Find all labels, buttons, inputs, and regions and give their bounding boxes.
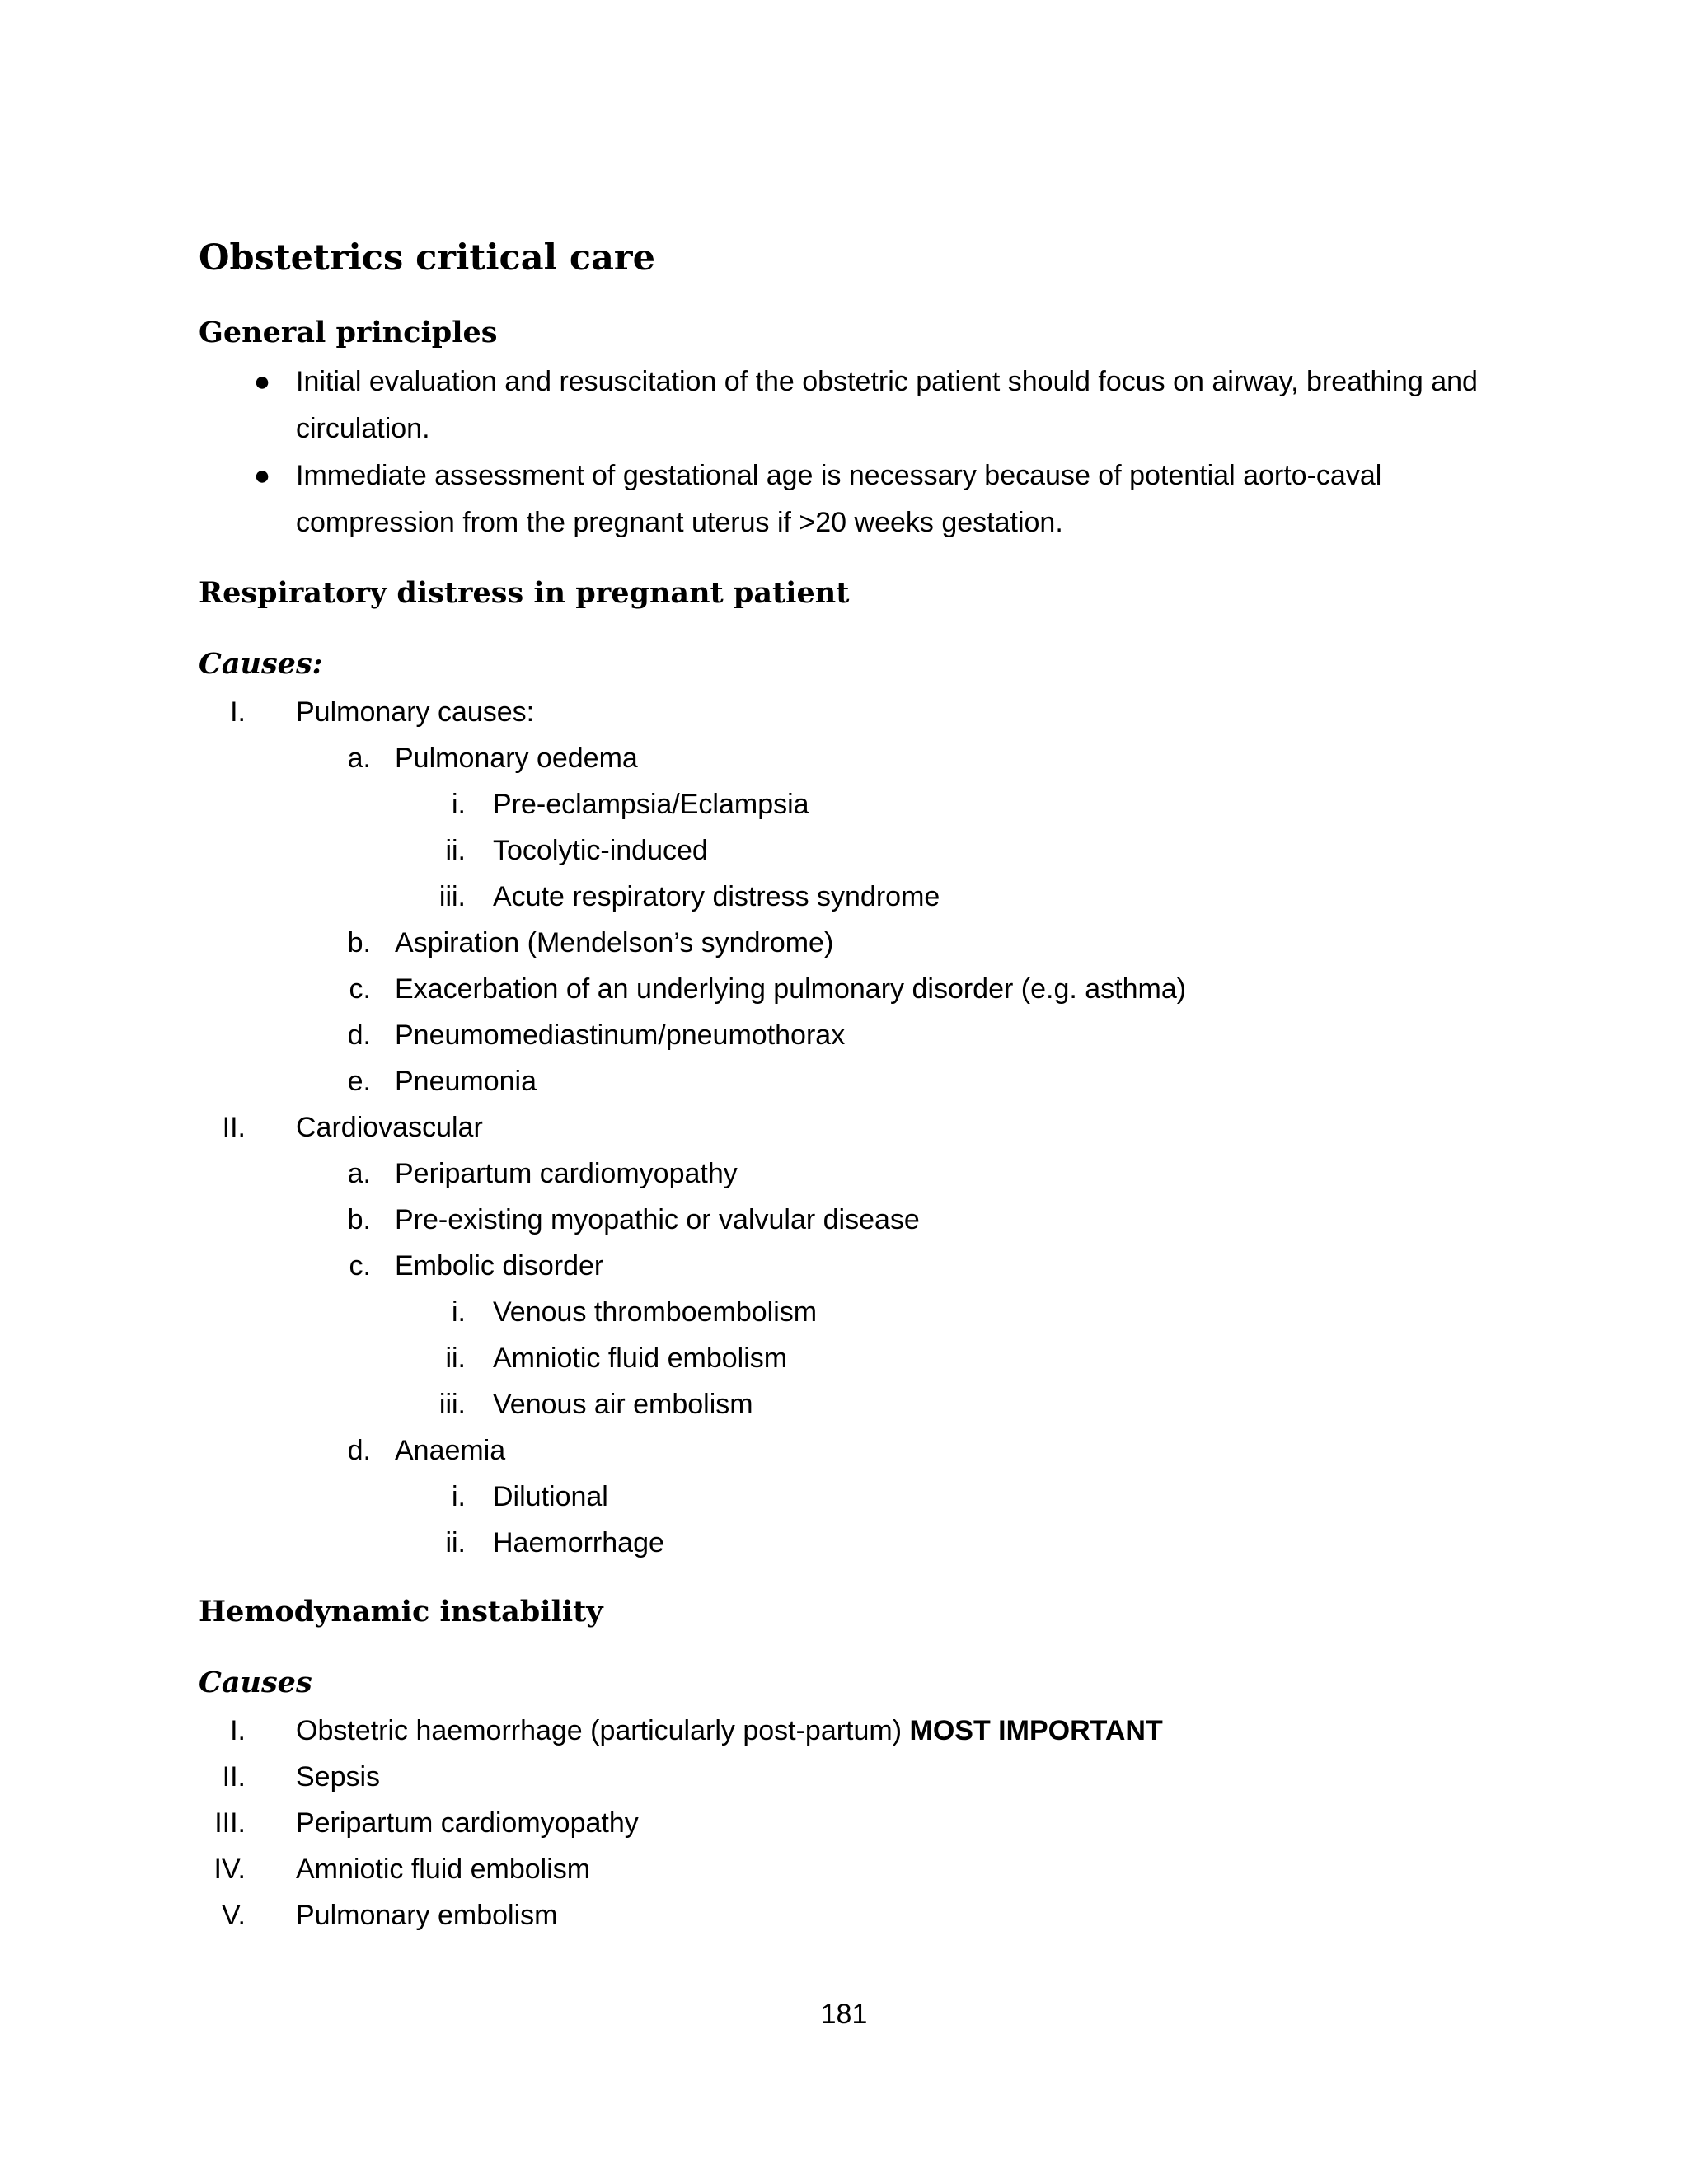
list-marker: c. [349, 1250, 371, 1282]
list-marker: d. [347, 1435, 371, 1466]
list-item-text: Peripartum cardiomyopathy [395, 1158, 738, 1189]
list-item [199, 359, 1517, 452]
list-marker: iii. [438, 881, 466, 912]
list-item-text: Amniotic fluid embolism [493, 1343, 788, 1374]
list-item [199, 452, 1517, 546]
list-marker: c. [349, 973, 371, 1005]
respiratory-causes-label: Causes: [199, 647, 323, 681]
list-marker: b. [347, 927, 371, 958]
hemodynamic-causes-label: Causes [199, 1666, 312, 1699]
list-item-text: Haemorrhage [493, 1527, 664, 1558]
list-item-text: Peripartum cardiomyopathy [296, 1807, 639, 1839]
list-item-text: Obstetric haemorrhage (particularly post-partum) [296, 1715, 903, 1746]
list-marker: a. [347, 743, 371, 774]
list-item-text: Anaemia [395, 1435, 506, 1466]
list-item-text: Venous air embolism [493, 1389, 753, 1420]
emphasis-text: MOST IMPORTANT [909, 1715, 1163, 1746]
list-marker: i. [452, 1481, 466, 1512]
list-marker: a. [347, 1158, 371, 1189]
list-item-text: Embolic disorder [395, 1250, 604, 1282]
list-item-text: Pulmonary embolism [296, 1900, 558, 1931]
list-item-text: Pulmonary oedema [395, 743, 638, 774]
list-marker: e. [347, 1066, 371, 1097]
list-item-text-group [296, 1708, 1163, 1754]
list-item-text: Acute respiratory distress syndrome [493, 881, 940, 912]
general-principles-list [199, 359, 1517, 546]
page-title: Obstetrics critical care [199, 237, 655, 279]
list-item-text: Amniotic fluid embolism [296, 1854, 591, 1885]
list-marker: ii. [445, 1343, 466, 1374]
hemodynamic-instability-heading: Hemodynamic instability [199, 1595, 603, 1629]
list-marker: V. [221, 1900, 246, 1931]
list-item-text: Pneumomediastinum/pneumothorax [395, 1019, 846, 1051]
list-item-text: Exacerbation of an underlying pulmonary disorder (e.g. asthma) [395, 973, 1187, 1005]
list-marker: I. [230, 1715, 246, 1746]
list-marker: ii. [445, 1527, 466, 1558]
bullet-text: Initial evaluation and resuscitation of the obstetric patient should focus on airway, breathing and circulation. [296, 366, 1478, 444]
list-item-text: Cardiovascular [296, 1112, 483, 1143]
list-item-text: Venous thromboembolism [493, 1296, 818, 1328]
list-item-text: Sepsis [296, 1761, 381, 1793]
bullet-text: Immediate assessment of gestational age is necessary because of potential aorto-caval compression from the pregnant uterus if >20 weeks gestation. [296, 460, 1382, 538]
page-number: 181 [820, 1999, 868, 2030]
list-item-text: Dilutional [493, 1481, 608, 1512]
respiratory-distress-heading: Respiratory distress in pregnant patient [199, 576, 850, 610]
list-marker: d. [347, 1019, 371, 1051]
general-principles-heading: General principles [199, 316, 498, 349]
list-marker: II. [222, 1112, 246, 1143]
list-marker: II. [222, 1761, 246, 1793]
list-marker: i. [452, 1296, 466, 1328]
list-item-text: Pneumonia [395, 1066, 537, 1097]
bullet-icon: ● [253, 366, 271, 397]
list-item-text: Pre-eclampsia/Eclampsia [493, 789, 809, 820]
list-marker: III. [214, 1807, 246, 1839]
bullet-icon: ● [253, 460, 271, 491]
list-marker: b. [347, 1204, 371, 1235]
list-marker: i. [452, 789, 466, 820]
list-marker: IV. [213, 1854, 246, 1885]
list-item-text: Pulmonary causes: [296, 696, 535, 728]
list-marker: ii. [445, 835, 466, 866]
list-item-text: Pre-existing myopathic or valvular disease [395, 1204, 920, 1235]
list-item-text: Aspiration (Mendelson’s syndrome) [395, 927, 834, 958]
list-marker: I. [230, 696, 246, 728]
list-item-text: Tocolytic-induced [493, 835, 708, 866]
list-marker: iii. [438, 1389, 466, 1420]
